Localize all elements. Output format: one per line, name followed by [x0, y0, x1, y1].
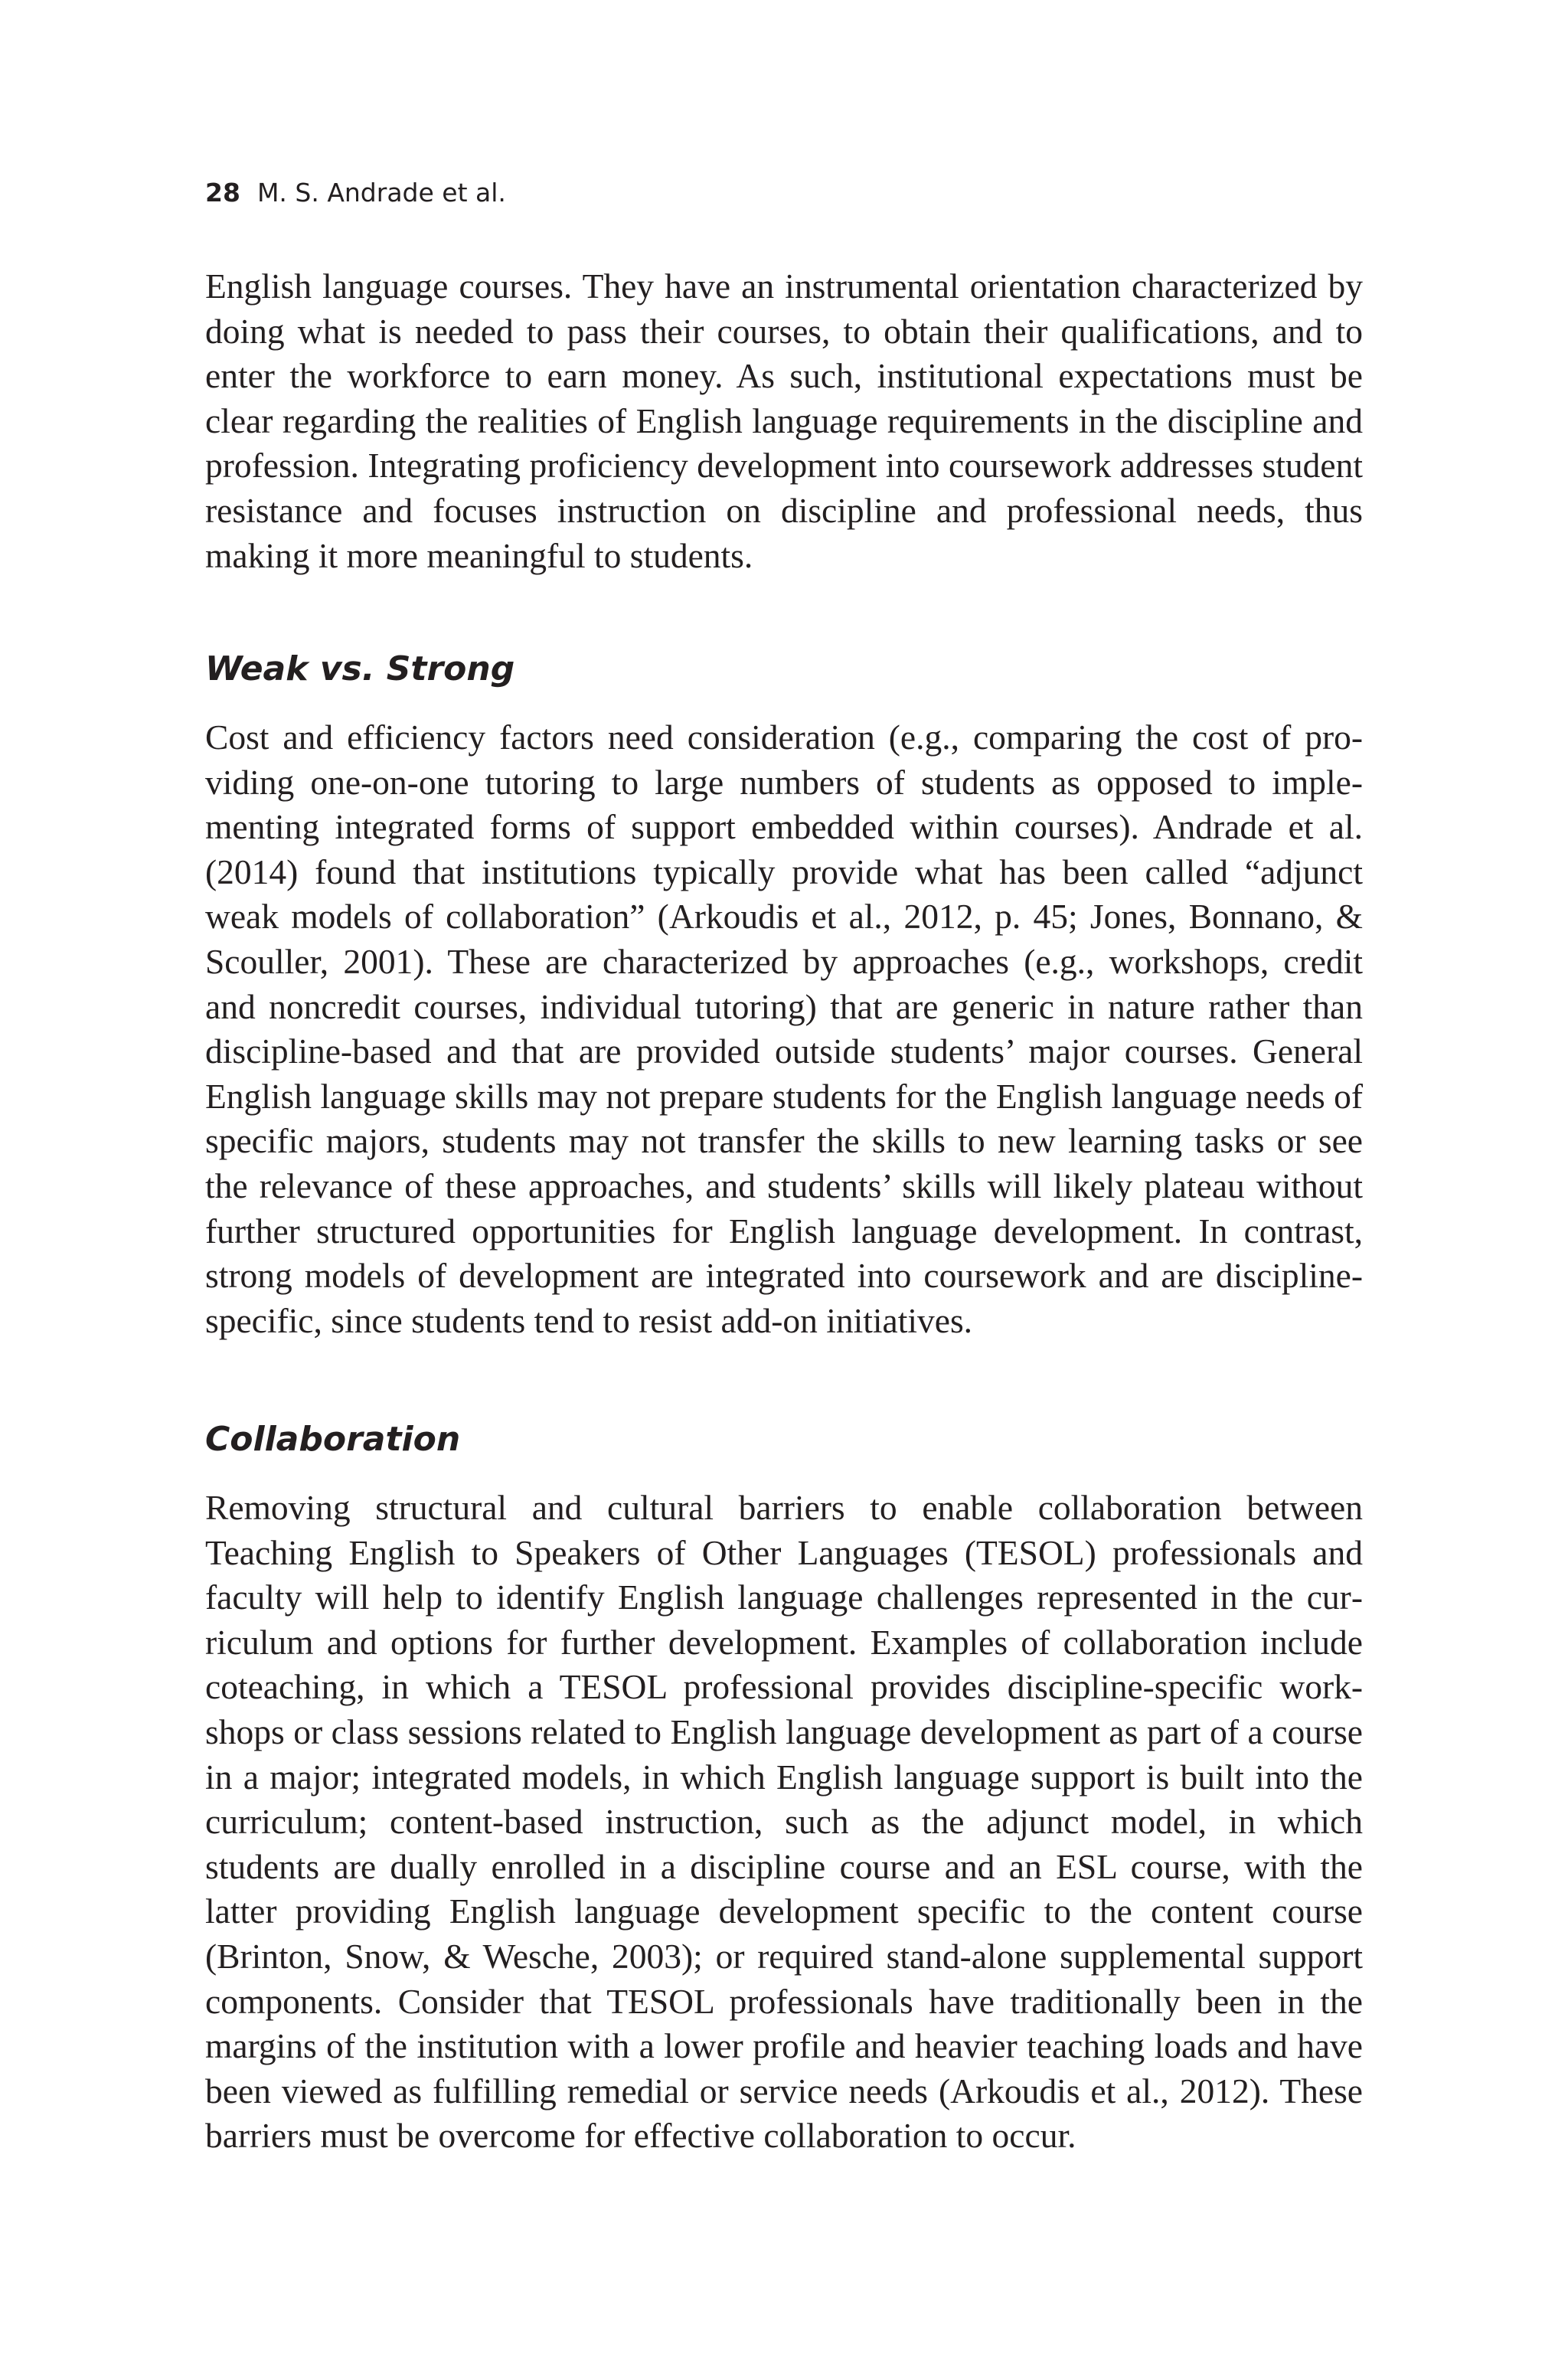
section-heading-weak-vs-strong: Weak vs. Strong [205, 649, 515, 688]
paragraph-intro-continued: English language courses. They have an instrumental orientation characterized by doing what is needed to pass their courses, to obtain their qualifications, and to enter the workforce to earn money. As such, institutional expectations must be clear regarding the realities of English language requirements in the discipline and profession. Integrating proficiency development into coursework addresses student resistance and focuses instruction on discipline and professional needs, thus making it more meaningful to students. [205, 266, 1363, 575]
paragraph-weak-vs-strong: Cost and efficiency factors need consideration (e.g., comparing the cost of providing one-on-one tutoring to large numbers of students as opposed to implementing integrated forms of support embedded within courses). Andrade et al. (2014) found that institutions typically provide what has been called “adjunct weak models of collaboration” (Arkoudis et al., 2012, p. 45; Jones, Bonnano, & Scouller, 2001). These are characterized by approaches (e.g., workshops, credit and noncredit courses, individual tutoring) that are generic in nature rather than discipline-based and that are provided outside students’ major courses. General English language skills may not prepare students for the English language needs of specific majors, students may not transfer the skills to new learning tasks or see the relevance of these approaches, and students’ skills will likely plateau without further structured opportunities for English language development. In contrast, strong models of development are integrated into coursework and are discipline-specific, since students tend to resist add-on initiatives. [205, 718, 1363, 1340]
running-head-authors: M. S. Andrade et al. [256, 178, 506, 208]
page-number: 28 [205, 178, 240, 208]
section-heading-collaboration: Collaboration [205, 1420, 461, 1459]
paragraph-collaboration: Removing structural and cultural barriers to enable collaboration between Teaching English to Speakers of Other Languages (TESOL) professionals and faculty will help to identify English language challenges represented in the curriculum and options for further development. Examples of collaboration include coteaching, in which a TESOL professional provides discipline-specific workshops or class sessions related to English language development as part of a course in a major; integrated models, in which English language support is built into the curriculum; content-based instruction, such as the adjunct model, in which students are dually enrolled in a discipline course and an ESL course, with the latter providing English language development specific to the content course (Brinton, Snow, & Wesche, 2003); or required stand-alone supplemental support components. Consider that TESOL professionals have traditionally been in the margins of the institution with a lower profile and heavier teaching loads and have been viewed as fulfilling remedial or service needs (Arkoudis et al., 2012). These barriers must be overcome for effective collaboration to occur. [205, 1488, 1363, 2156]
running-head [205, 176, 506, 210]
